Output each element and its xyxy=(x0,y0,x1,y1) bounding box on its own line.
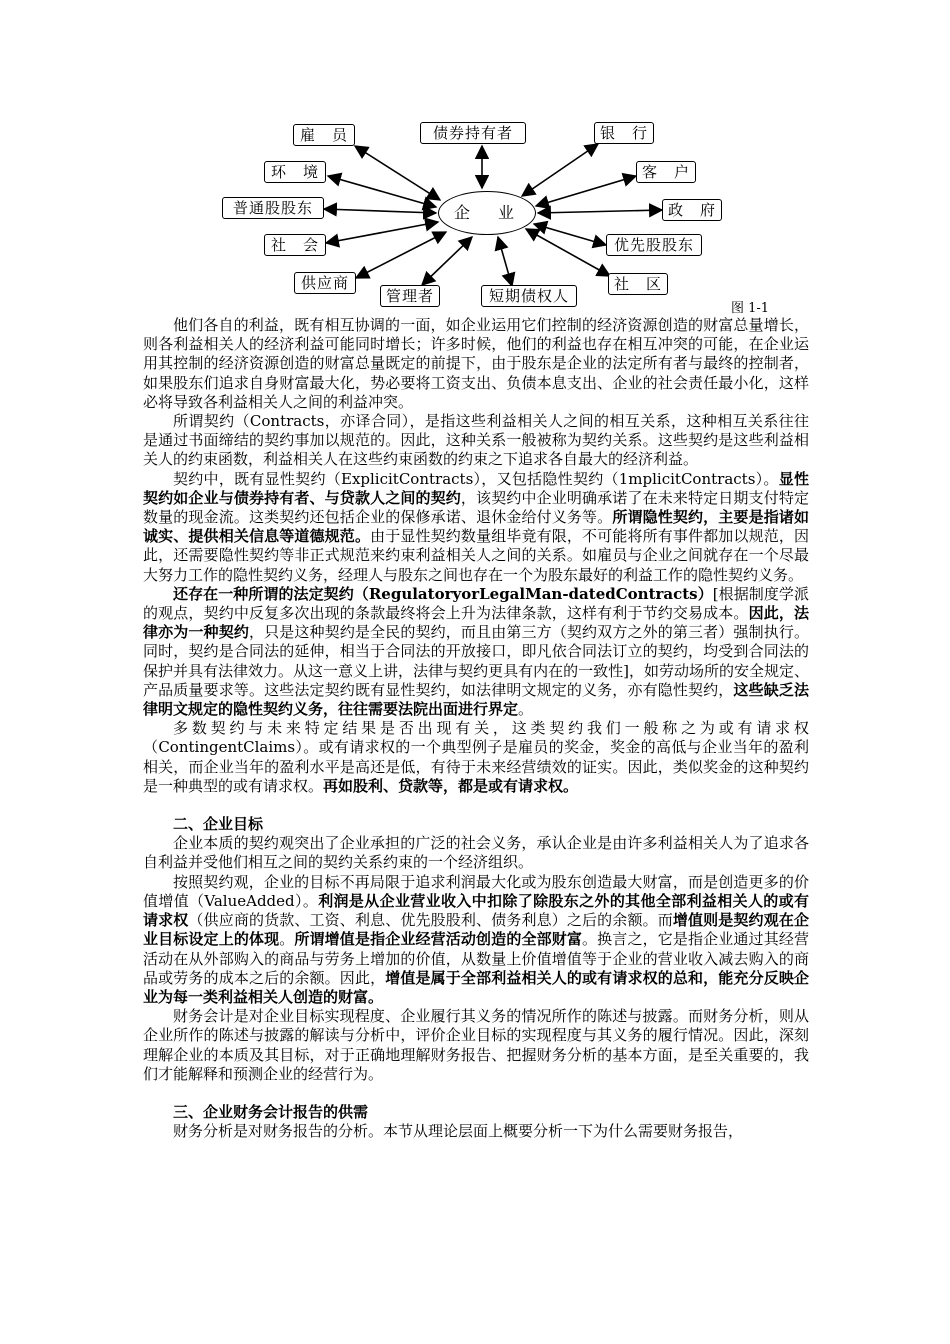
heading-text: 三、企业财务会计报告的供需 xyxy=(173,1102,369,1121)
node-bank: 银 行 xyxy=(594,122,654,144)
arrow-bank xyxy=(522,144,598,196)
paragraph xyxy=(143,585,809,719)
text-run: 契约中，既有显性契约（ExplicitContracts），又包括隐性契约（1mplicitContracts）。 xyxy=(173,469,779,488)
paragraph xyxy=(143,470,809,585)
arrow-environment xyxy=(328,176,436,207)
node-government: 政 府 xyxy=(662,199,722,221)
bold-text: 还存在一种所谓的法定契约（RegulatoryorLegalMan-datedContracts） xyxy=(173,584,713,603)
paragraph: 他们各自的利益，既有相互协调的一面，如企业运用它们控制的经济资源创造的财富总量增长，则各利益相关人的经济利益可能同时增长；许多时候，他们的利益也存在相互冲突的可能，在企业运用其控制的经济资源创造的财富总量既定的前提下，由于股东是企业的法定所有者与最终的控制者，如果股东们追求自身财富最大化，势必要将工资支出、负债本息支出、企业的社会责任最小化，这样必将导致各利益相关人之间的利益冲突。 xyxy=(143,316,809,411)
arrow-common-shareholders xyxy=(324,209,436,213)
bold-text: 所谓隐性契约，主要是指诸如诚实、提供相关信息等道德规范。 xyxy=(143,508,809,546)
node-community: 社 区 xyxy=(608,273,668,295)
text-run: ，只是这种契约是全民的契约，而且由第三方（契约双方之外的第三者）强制执行。同时，契约是合同法的延伸，相当于合同法的开放接口，即凡依合同法订立的契约，均受到合同法的保护并具有法律效力。从这一意义上讲，法律与契约更具有内在的一致性]，如劳动场所的安全规定、产品质量要求等。这些法定契约既有显性契约，如法律明文规定的义务，亦有隐性契约， xyxy=(143,623,809,699)
arrow-preferred-shareholders xyxy=(534,224,606,245)
text-run: 多数契约与未来特定结果是否出现有关，这类契约我们一般称之为或有请求权（ContingentClaims）。或有请求权的一个典型例子是雇员的奖金，奖金的高低与企业当年的盈利相关，而企业当年的盈利水平是高还是低，有待于未来经营绩效的证实。因此，类似奖金的这种契约是一种典型的或有请求权。 xyxy=(143,719,809,795)
node-managers: 管理者 xyxy=(380,285,440,307)
section-heading xyxy=(143,1103,809,1122)
stakeholder-diagram xyxy=(200,110,760,315)
arrow-managers xyxy=(422,237,472,285)
paragraph xyxy=(143,719,809,796)
text-run: 按照契约观，企业的目标不再局限于追求利润最大化或为股东创造最大财富，而是创造更多的价值增值（ValueAdded）。 xyxy=(143,872,809,910)
arrow-government xyxy=(538,210,662,213)
node-enterprise: 企 业 xyxy=(438,191,536,235)
bold-text: 增值是属于全部利益相关人的或有请求权的总和，能充分反映企业为每一类利益相关人创造的财富。 xyxy=(143,968,809,1006)
text-run: 。 xyxy=(279,930,295,949)
bold-text: 再如股利、贷款等，都是或有请求权。 xyxy=(323,776,579,795)
bold-text: 因此，法律亦为一种契约 xyxy=(143,604,809,642)
bold-text: 增值则是契约观在企业目标设定上的体现 xyxy=(143,911,809,949)
figure-caption: 图 1-1 xyxy=(731,301,770,316)
arrow-employees xyxy=(355,146,440,200)
document-body xyxy=(143,316,809,1141)
text-run: ，该契约中企业明确承诺了在未来特定日期支付特定数量的现金流。这类契约还包括企业的保修承诺、退休金给付义务等。 xyxy=(143,488,809,527)
node-environment: 环 境 xyxy=(264,161,326,183)
text-run: [根据制度学派的观点，契约中反复多次出现的条款最终将会上升为法律条款，这样有利于节约交易成本。 xyxy=(143,584,809,623)
arrow-suppliers xyxy=(356,232,446,278)
arrow-community xyxy=(526,229,610,276)
bold-text: 利润是从企业营业收入中扣除了除股东之外的其他全部利益相关人的或有请求权 xyxy=(143,891,810,930)
paragraph: 财务分析是对财务报告的分析。本节从理论层面上概要分析一下为什么需要财务报告， xyxy=(173,1122,744,1141)
arrow-customers xyxy=(536,176,636,206)
text-run: 。 xyxy=(518,700,534,719)
paragraph: 所谓契约（Contracts，亦译合同），是指这些利益相关人之间的相互关系，这种相互关系往往是通过书面缔结的契约事加以规范的。因此，这种关系一般被称为契约关系。这些契约是这些利益相关人的约束函数，利益相关人在这些约束函数的约束之下追求各自最大的经济利益。 xyxy=(143,412,809,469)
paragraph: 财务会计是对企业目标实现程度、企业履行其义务的情况所作的陈述与披露。而财务分析，则从企业所作的陈述与披露的解读与分析中，评价企业目标的实现程度与其义务的履行情况。因此，深刻理解企业的本质及其目标，对于正确地理解财务报告、把握财务分析的基本方面，是至关重要的，我们才能解释和预测企业的经营行为。 xyxy=(143,1007,809,1083)
node-customers: 客 户 xyxy=(636,161,696,183)
node-preferred-shareholders: 优先股股东 xyxy=(606,234,702,256)
section-heading xyxy=(143,815,809,834)
arrow-society xyxy=(326,222,438,243)
paragraph: 企业本质的契约观突出了企业承担的广泛的社会义务，承认企业是由许多利益相关人为了追求各自利益并受他们相互之间的契约关系约束的一个经济组织。 xyxy=(143,834,809,872)
node-society: 社 会 xyxy=(264,234,326,256)
heading-text: 二、企业目标 xyxy=(173,815,264,834)
node-common-shareholders: 普通股股东 xyxy=(222,197,324,219)
node-bondholders: 债券持有者 xyxy=(420,122,526,144)
text-run: 。换言之，它是指企业通过其经营活动在从外部购入的商品与劳务上增加的价值，从数量上价值增值等于企业的营业收入减去购入的商品或劳务的成本之后的余额。因此， xyxy=(143,930,809,987)
text-run: （供应商的货款、工资、利息、优先股股利、债务利息）之后的余额。而 xyxy=(188,911,673,930)
bold-text: 显性契约如企业与债券持有者、与贷款人之间的契约 xyxy=(143,469,809,507)
node-suppliers: 供应商 xyxy=(294,272,356,294)
arrow-short-term-creditors xyxy=(498,237,512,286)
node-employees: 雇 员 xyxy=(293,124,355,146)
text-run: 由于显性契约数量组毕竟有限，不可能将所有事件都加以规范，因此，还需要隐性契约等非正式规范来约束利益相关人之间的关系。如雇员与企业之间就存在一个尽最大努力工作的隐性契约义务，经理人与股东之间也存在一个为股东最好的利益工作的隐性契约义务。 xyxy=(143,527,809,584)
paragraph xyxy=(143,873,809,1007)
node-short-term-creditors: 短期债权人 xyxy=(481,285,577,307)
bold-text: 所谓增值是指企业经营活动创造的全部财富 xyxy=(294,930,583,949)
bold-text: 这些缺乏法律明文规定的隐性契约义务，往往需要法院出面进行界定 xyxy=(143,680,809,719)
